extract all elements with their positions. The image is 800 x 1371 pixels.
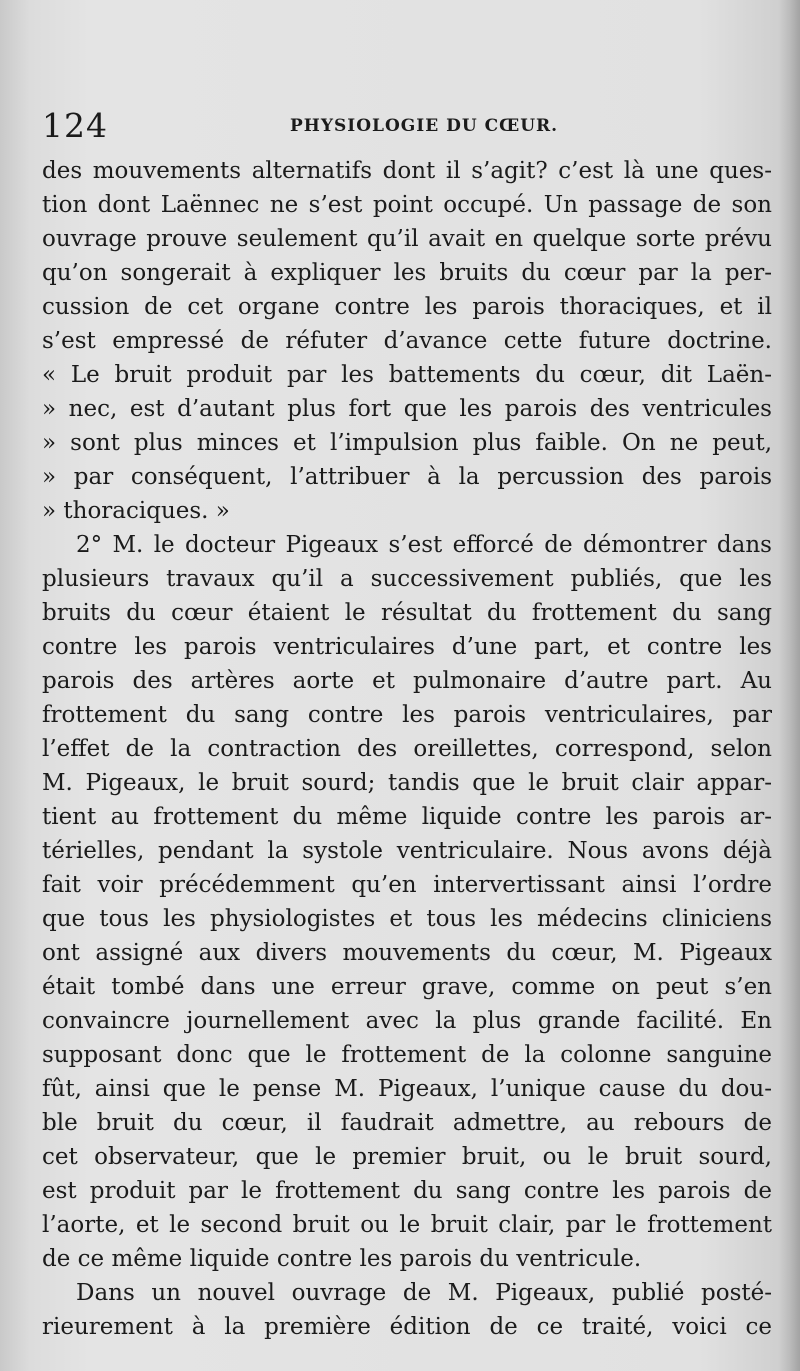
quote-line: » sont plus minces et l’impulsion plus faible. On ne peut,	[42, 430, 772, 456]
text-line: l’effet de la contraction des oreillettes, correspond, selon	[42, 736, 772, 762]
page-gutter-shadow	[778, 0, 800, 1371]
text-line: tient au frottement du même liquide contre les parois ar-	[42, 804, 772, 830]
quote-line: « Le bruit produit par les battements du cœur, dit Laën-	[42, 362, 772, 388]
text-line: cet observateur, que le premier bruit, ou le bruit sourd,	[42, 1144, 772, 1170]
text-line: que tous les physiologistes et tous les médecins cliniciens	[42, 906, 772, 932]
text-line: parois des artères aorte et pulmonaire d’autre part. Au	[42, 668, 772, 694]
page-body	[42, 154, 772, 1344]
text-line: qu’on songerait à expliquer les bruits du cœur par la per-	[42, 260, 772, 286]
paragraph-start-line: 2° M. le docteur Pigeaux s’est efforcé de démontrer dans	[76, 532, 772, 558]
text-line: de ce même liquide contre les parois du ventricule.	[42, 1246, 642, 1272]
text-line: ont assigné aux divers mouvements du cœur, M. Pigeaux	[42, 940, 772, 966]
text-line: térielles, pendant la systole ventriculaire. Nous avons déjà	[42, 838, 772, 864]
page-number: 124	[42, 106, 108, 145]
paragraph-start-line: Dans un nouvel ouvrage de M. Pigeaux, publié posté-	[76, 1280, 772, 1306]
text-line: est produit par le frottement du sang contre les parois de	[42, 1178, 772, 1204]
text-line: fait voir précédemment qu’en intervertissant ainsi l’ordre	[42, 872, 772, 898]
text-line: M. Pigeaux, le bruit sourd; tandis que le bruit clair appar-	[42, 770, 772, 796]
text-line: bruits du cœur étaient le résultat du frottement du sang	[42, 600, 772, 626]
text-line: était tombé dans une erreur grave, comme on peut s’en	[42, 974, 772, 1000]
text-line: rieurement à la première édition de ce traité, voici ce	[42, 1314, 772, 1340]
text-line: contre les parois ventriculaires d’une part, et contre les	[42, 634, 772, 660]
quote-line: » nec, est d’autant plus fort que les parois des ventricules	[42, 396, 772, 422]
quote-line: » par conséquent, l’attribuer à la percussion des parois	[42, 464, 772, 490]
text-line: l’aorte, et le second bruit ou le bruit clair, par le frottement	[42, 1212, 772, 1238]
text-line: fût, ainsi que le pense M. Pigeaux, l’unique cause du dou-	[42, 1076, 772, 1102]
text-line: frottement du sang contre les parois ventriculaires, par	[42, 702, 772, 728]
text-line: supposant donc que le frottement de la colonne sanguine	[42, 1042, 772, 1068]
text-line: des mouvements alternatifs dont il s’agit? c’est là une ques-	[42, 158, 772, 184]
quote-line: » thoraciques. »	[42, 498, 230, 524]
text-line: cussion de cet organe contre les parois thoraciques, et il	[42, 294, 772, 320]
text-line: ble bruit du cœur, il faudrait admettre, au rebours de	[42, 1110, 772, 1136]
text-line: plusieurs travaux qu’il a successivement publiés, que les	[42, 566, 772, 592]
text-line: s’est empressé de réfuter d’avance cette future doctrine.	[42, 328, 772, 354]
text-line: tion dont Laënnec ne s’est point occupé. Un passage de son	[42, 192, 772, 218]
running-title: PHYSIOLOGIE DU CŒUR.	[290, 116, 559, 136]
text-line: ouvrage prouve seulement qu’il avait en quelque sorte prévu	[42, 226, 772, 252]
page-header	[42, 104, 760, 148]
text-line: convaincre journellement avec la plus grande facilité. En	[42, 1008, 772, 1034]
